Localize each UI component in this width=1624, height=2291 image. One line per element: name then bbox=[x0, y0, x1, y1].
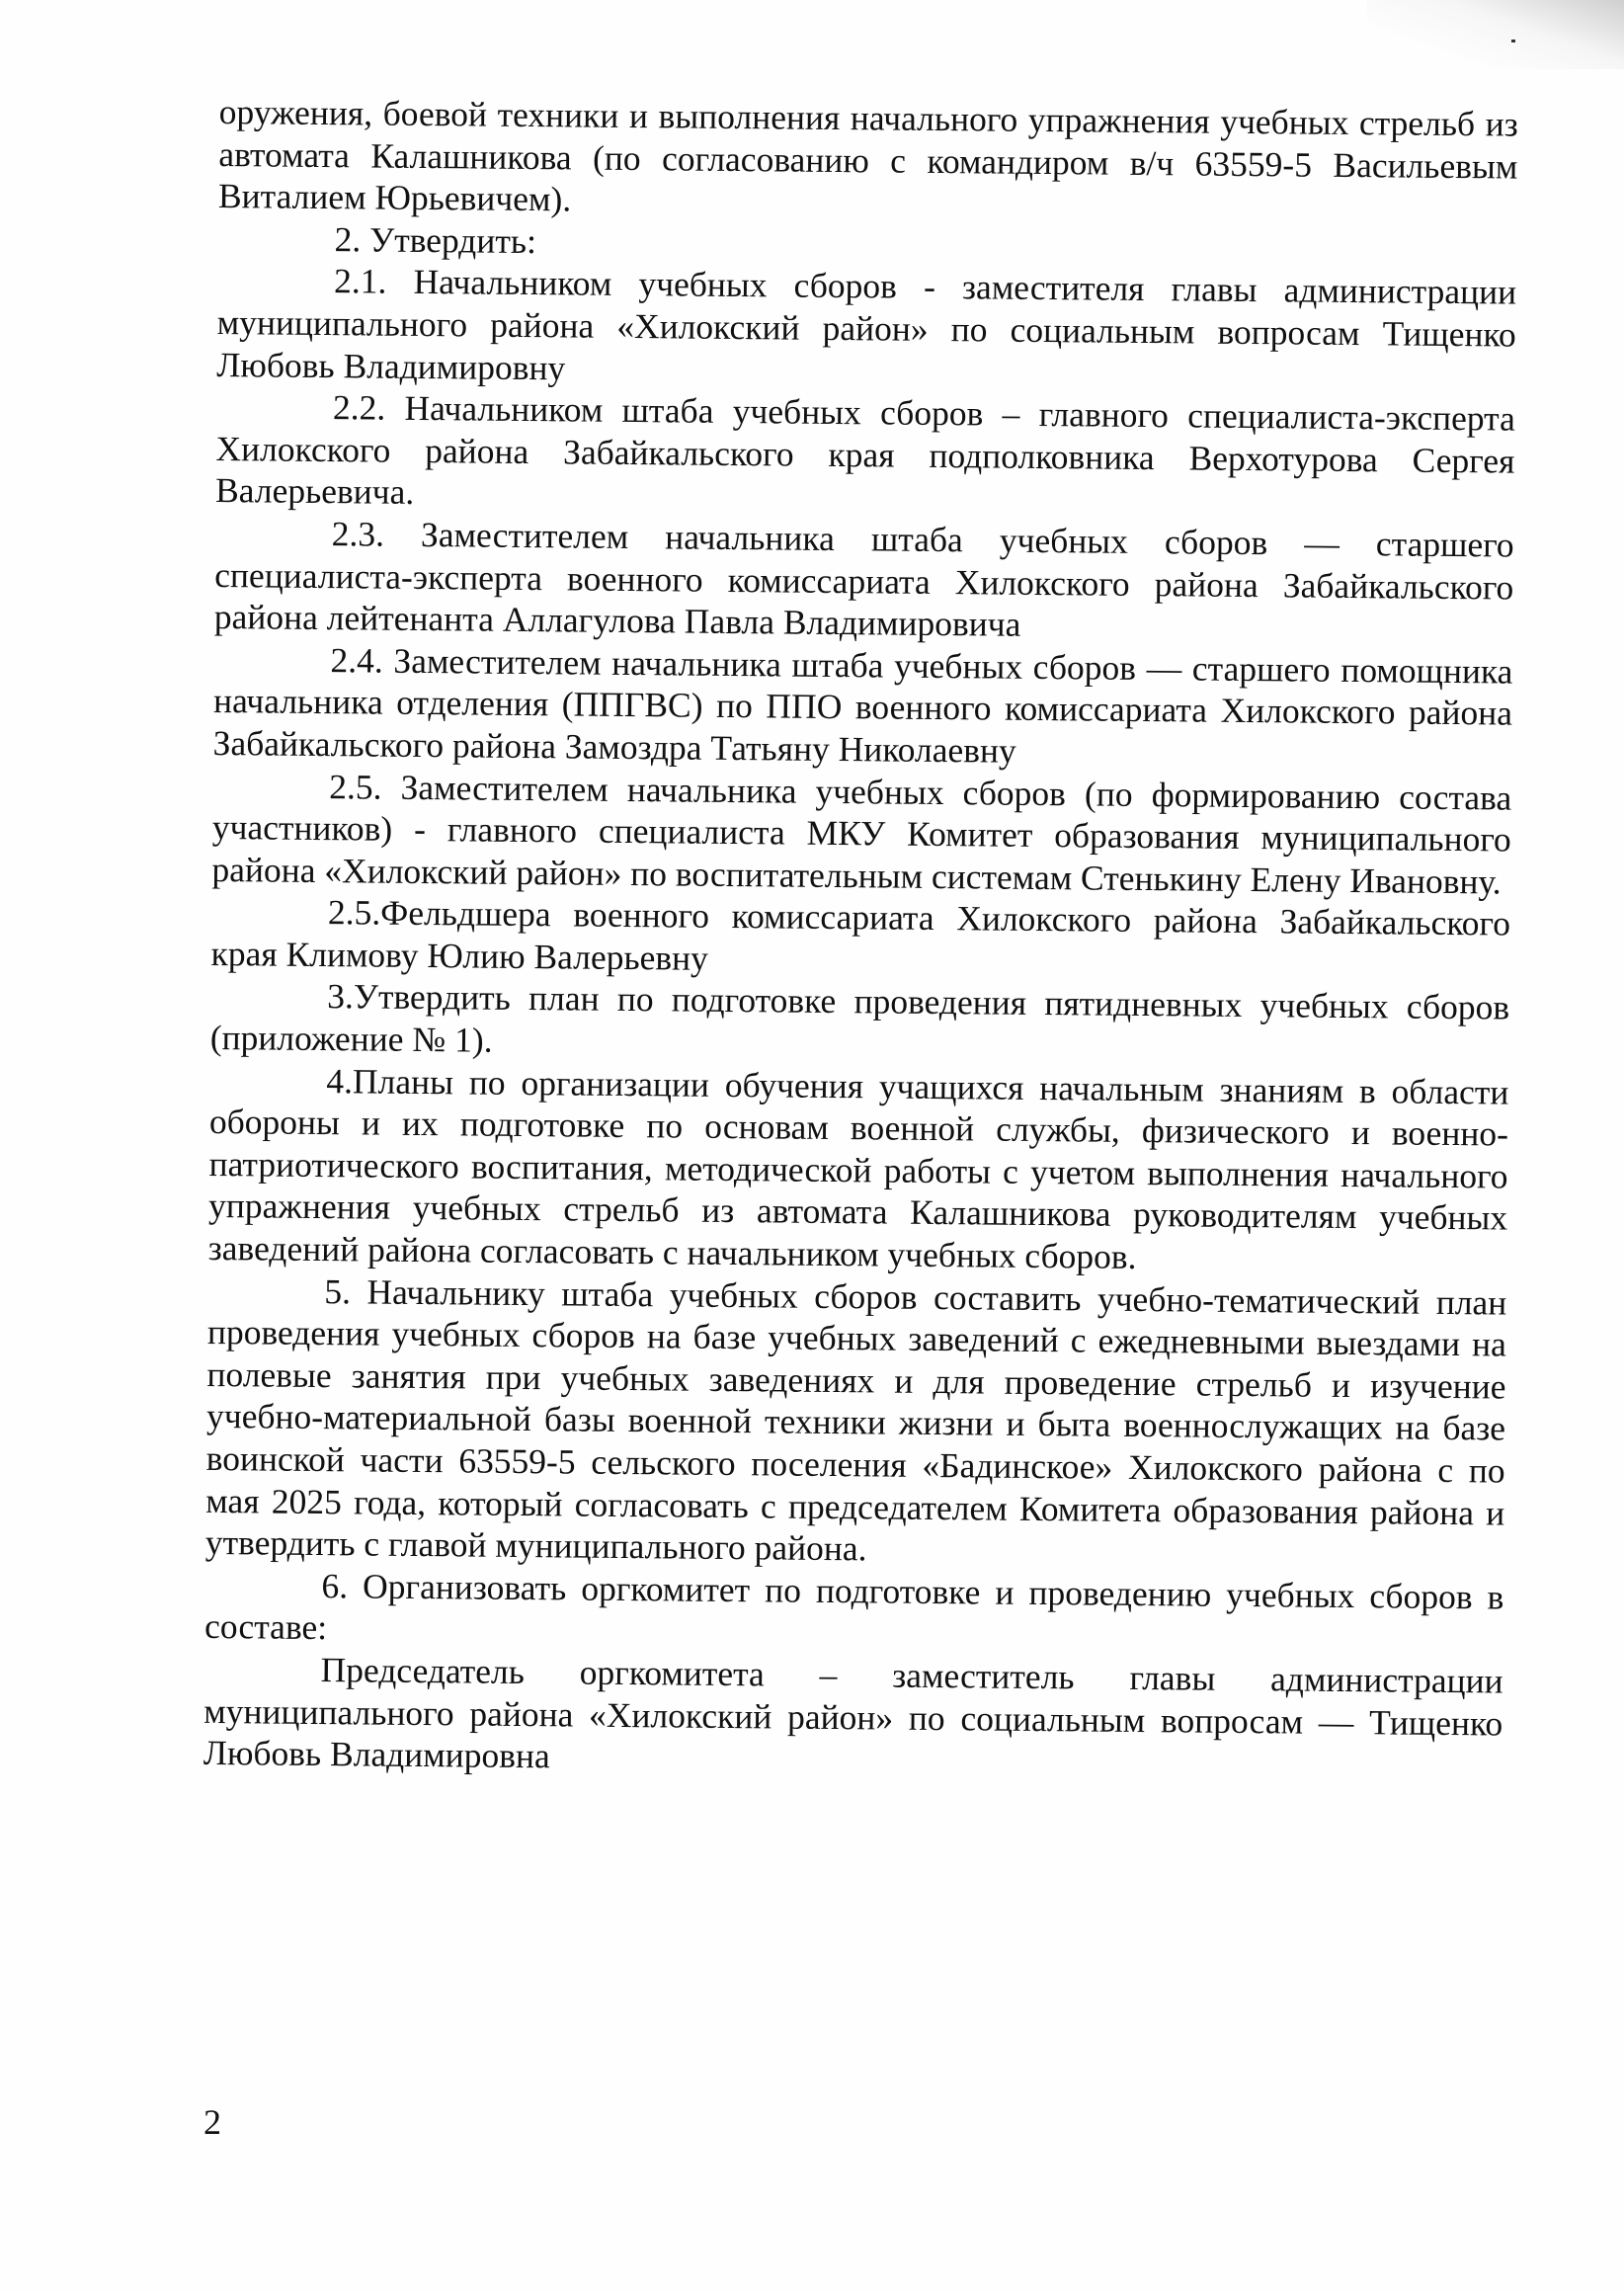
paragraph-committee-chair: Председатель оргкомитета – заместитель главы администрации муниципального района «Хилокский район» по социальным вопросам — Тищенко Любовь Владимировна bbox=[203, 1650, 1503, 1776]
paragraph-item-5: 5. Начальнику штаба учебных сборов составить учебно-тематический план проведения учебных сборов на базе учебных заведений с ежедневными выездами на полевые занятия при учебных заведениях и для проведение стрельб и изучение учебно-материальной базы военной техники жизни и быта военнослужащих на базе воинской части 63559-5 сельского поселения «Бадинское» Хилокского района с по мая 2025 года, который согласовать с председателем Комитета образования района и утвердить с главой муниципального района. bbox=[204, 1270, 1507, 1569]
paragraph-item-2-2: 2.2. Начальником штаба учебных сборов – главного специалиста-эксперта Хилокского района Забайкальского края подполковника Верхотурова Сергея Валерьевича. bbox=[214, 387, 1516, 513]
paragraph-item-2-1: 2.1. Начальником учебных сборов - заместителя главы администрации муниципального района «Хилокский район» по социальным вопросам Тищенко Любовь Владимировну bbox=[216, 261, 1517, 387]
paragraph-continuation: оружения, боевой техники и выполнения начального упражнения учебных стрельб из автомата Калашникова (по согласованию с командиром в/ч 63559-5 Васильевым Виталием Юрьевичем). bbox=[217, 91, 1518, 219]
paragraph-item-2-5-medic: 2.5.Фельдшера военного комиссариата Хилокского района Забайкальского края Климову Юлию Валерьевну bbox=[210, 892, 1511, 978]
paragraph-item-3: 3.Утвердить план по подготовке проведения пятидневных учебных сборов (приложение № 1). bbox=[209, 976, 1510, 1060]
paragraph-item-2: 2. Утвердить: bbox=[334, 218, 537, 261]
paragraph-item-2-4: 2.4. Заместителем начальника штаба учебных сборов — старшего помощника начальника отделения (ППГВС) по ППО военного комиссариата Хилокского района Забайкальского района Замоздра Татьяну Николаевну bbox=[212, 639, 1513, 771]
paragraph-item-4: 4.Планы по организации обучения учащихся начальным знаниям в области обороны и их подготовке по основам военной службы, физического и военно-патриотического воспитания, методической работы с учетом выполнения начального упражнения учебных стрельб из автомата Калашникова руководителям учебных заведений района согласовать с начальником учебных сборов. bbox=[207, 1060, 1509, 1276]
document-body bbox=[203, 91, 1518, 1786]
scan-speck bbox=[1511, 40, 1515, 42]
paragraph-item-2-5: 2.5. Заместителем начальника учебных сборов (по формированию состава участников) - главного специалиста МКУ Комитет образования муниципального района «Хилокский район» по воспитательным системам Стенькину Елену Ивановну. bbox=[211, 766, 1512, 902]
paragraph-item-6: 6. Организовать оргкомитет по подготовке и проведению учебных сборов в составе: bbox=[203, 1565, 1504, 1648]
scan-shadow bbox=[1367, 0, 1624, 69]
page-number: 2 bbox=[203, 2102, 221, 2142]
paragraph-item-2-3: 2.3. Заместителем начальника штаба учебных сборов — старшего специалиста-эксперта военного комиссариата Хилокского района Забайкальского района лейтенанта Аллагулова Павла Владимировича bbox=[213, 514, 1514, 644]
